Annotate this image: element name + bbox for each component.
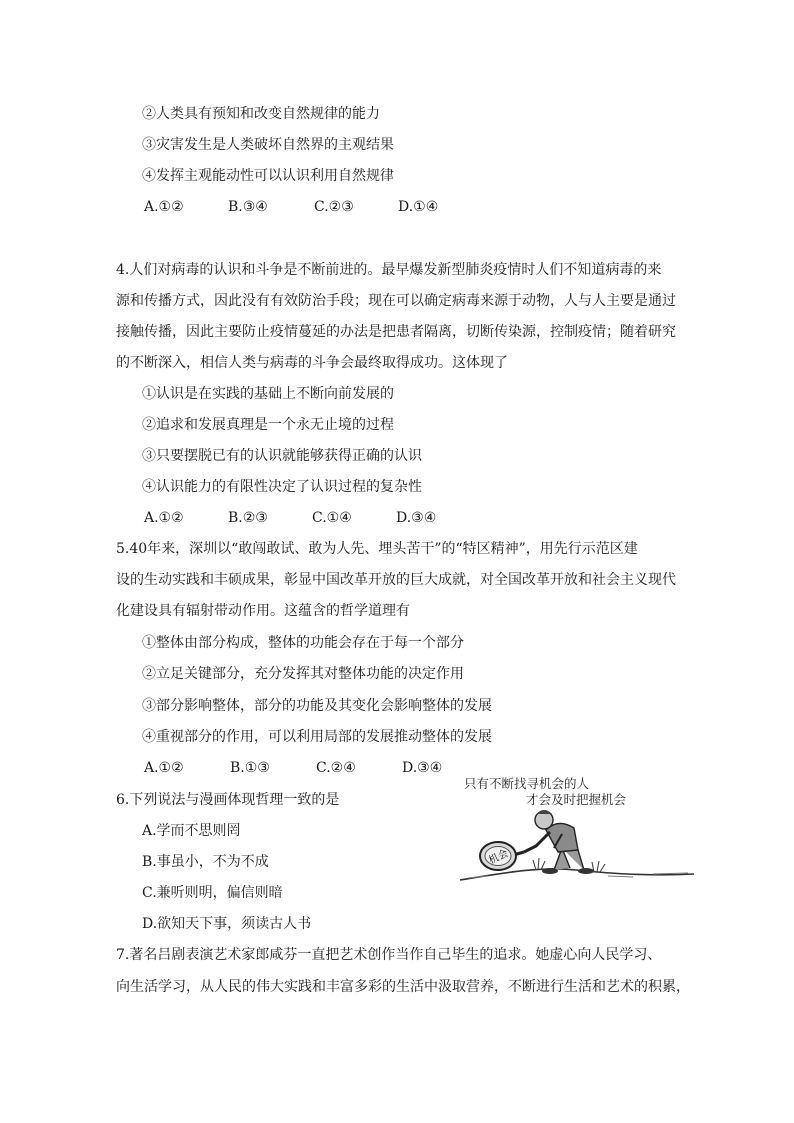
q4-option-2: ②追求和发展真理是一个永无止境的过程 — [142, 417, 394, 433]
shoe-left — [542, 868, 558, 874]
q6-option-a: A.学而不思则罔 — [142, 823, 241, 839]
q6-option-d: D.欲知天下事，须读古人书 — [142, 916, 312, 932]
q3-choice-b: B.③④ — [228, 199, 268, 215]
q5-option-4: ④重视部分的作用，可以利用局部的发展推动整体的发展 — [142, 729, 492, 745]
magnifier-lens-text: 机会 — [487, 848, 511, 867]
cartoon-illustration — [458, 770, 698, 885]
q4-stem-line-1: 4.人们对病毒的认识和斗争是不断前进的。最早爆发新型肺炎疫情时人们不知道病毒的来 — [116, 262, 662, 278]
q6-option-c: C.兼听则明，偏信则暗 — [142, 885, 283, 901]
q6-stem: 6.下列说法与漫画体现哲理一致的是 — [116, 792, 340, 808]
q5-choices — [144, 758, 442, 778]
q4-choice-a: A.①② — [144, 510, 184, 526]
q3-option-2: ②人类具有预知和改变自然规律的能力 — [142, 106, 380, 122]
q3-choice-d: D.①④ — [398, 199, 439, 215]
q3-option-4: ④发挥主观能动性可以认识利用自然规律 — [142, 168, 394, 184]
grass-tuft-right — [592, 861, 605, 872]
q5-option-1: ①整体由部分构成，整体的功能会存在于每一个部分 — [142, 635, 464, 651]
q5-choice-a: A.①② — [144, 760, 184, 776]
q4-choice-b: B.②③ — [228, 510, 268, 526]
q5-stem-line-2: 设的生动实践和丰硕成果，彰显中国改革开放的巨大成就，对全国改革开放和社会主义现代 — [116, 572, 676, 588]
person-torso — [546, 823, 578, 852]
cartoon-caption-2: 才会及时把握机会 — [526, 792, 627, 807]
q5-option-2: ②立足关键部分，充分发挥其对整体功能的决定作用 — [142, 666, 464, 682]
person-hair — [537, 810, 552, 814]
q4-choice-c: C.①④ — [312, 510, 352, 526]
q5-stem-line-3: 化建设具有辐射带动作用。这蕴含的哲学道理有 — [116, 603, 410, 619]
q5-stem-line-1: 5.40年来，深圳以“敢闯敢试、敢为人先、埋头苦干”的“特区精神”，用先行示范区建 — [116, 541, 638, 557]
person-arm — [524, 832, 550, 852]
q7-stem-line-1: 7.著名吕剧表演艺术家郎咸芬一直把艺术创作当作自己毕生的追求。她虚心向人民学习、 — [116, 947, 662, 963]
q3-choices — [144, 197, 438, 217]
q4-stem-line-4: 的不断深入，相信人类与病毒的斗争会最终取得成功。这体现了 — [116, 355, 508, 371]
q5-choice-c: C.②④ — [316, 760, 356, 776]
q5-choice-d: D.③④ — [402, 760, 443, 776]
q7-stem-line-2: 向生活学习，从人民的伟大实践和丰富多彩的生活中汲取营养，不断进行生活和艺术的积累， — [116, 979, 690, 995]
q4-option-3: ③只要摆脱已有的认识就能够获得正确的认识 — [142, 448, 422, 464]
grass-tuft-left — [533, 858, 545, 870]
q4-choice-d: D.③④ — [396, 510, 437, 526]
q3-option-3: ③灾害发生是人类破坏自然界的主观结果 — [142, 137, 394, 153]
cartoon-caption-1: 只有不断找寻机会的人 — [464, 776, 590, 791]
q4-choices — [144, 508, 436, 528]
q4-stem-line-2: 源和传播方式，因此没有有效防治手段；现在可以确定病毒来源于动物，人与人主要是通过 — [116, 293, 676, 309]
q5-option-3: ③部分影响整体，部分的功能及其变化会影响整体的发展 — [142, 698, 492, 714]
q6-option-b: B.事虽小，不为不成 — [142, 854, 269, 870]
cartoon-drawing — [458, 770, 698, 885]
shoe-right — [578, 868, 594, 874]
q5-choice-b: B.①③ — [230, 760, 270, 776]
q4-option-4: ④认识能力的有限性决定了认识过程的复杂性 — [142, 479, 422, 495]
q3-choice-a: A.①② — [144, 199, 184, 215]
q4-stem-line-3: 接触传播，因此主要防止疫情蔓延的办法是把患者隔离，切断传染源，控制疫情；随着研究 — [116, 324, 676, 340]
q4-option-1: ①认识是在实践的基础上不断向前发展的 — [142, 386, 394, 402]
q3-choice-c: C.②③ — [314, 199, 354, 215]
